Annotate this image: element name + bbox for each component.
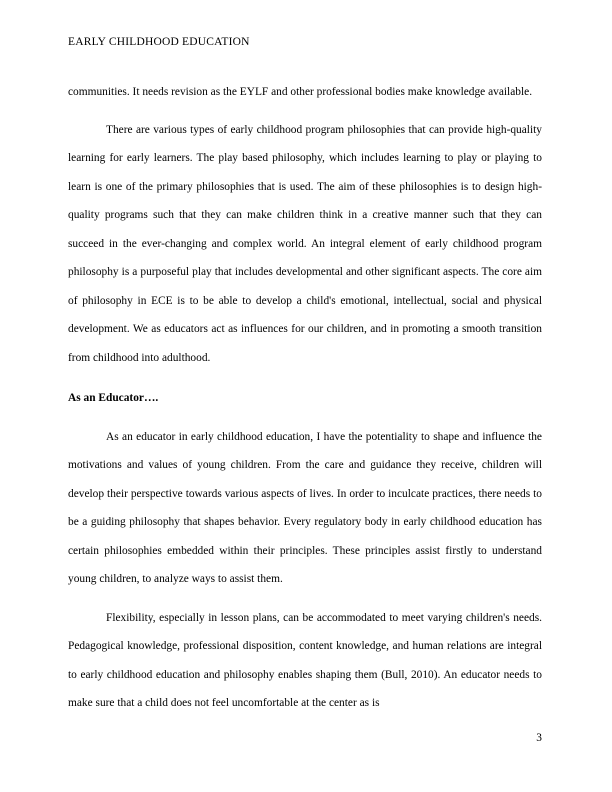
body-paragraph-2: There are various types of early childhood program philosophies that can provide high-quality learning for early learners. The play based philosophy, which includes learning to play or playing to learn is one of the primary philosophies that is used. The aim of these philosophies is to design high-quality programs such that they can make children think in a creative manner such that they can succeed in the ever-changing and complex world. An integral element of early childhood program philosophy is a purposeful play that includes developmental and other significant aspects. The core aim of philosophy in ECE is to be able to develop a child's emotional, intellectual, social and physical development. We as educators act as influences for our children, and in promoting a smooth transition from childhood into adulthood. bbox=[68, 123, 542, 364]
running-head: EARLY CHILDHOOD EDUCATION bbox=[68, 36, 250, 48]
page-number: 3 bbox=[536, 732, 542, 744]
section-heading: As an Educator…. bbox=[68, 392, 159, 404]
body-paragraph-3: As an educator in early childhood education, I have the potentiality to shape and influence the motivations and values of young children. From the care and guidance they receive, children will develop their perspective towards various aspects of lives. In order to inculcate practices, there needs to be a guiding philosophy that shapes behavior. Every regulatory body in early childhood education has certain philosophies embedded within their principles. These principles assist firstly to understand young children, to analyze ways to assist them. bbox=[68, 430, 542, 585]
body-paragraph-1: communities. It needs revision as the EYLF and other professional bodies make knowledge available. bbox=[68, 86, 533, 98]
body-paragraph-4: Flexibility, especially in lesson plans, can be accommodated to meet varying children's needs. Pedagogical knowledge, professional disposition, content knowledge, and human relations are integral to early childhood education and philosophy enables shaping them (Bull, 2010). An educator needs to make sure that a child does not feel uncomfortable at the center as is bbox=[68, 611, 542, 709]
